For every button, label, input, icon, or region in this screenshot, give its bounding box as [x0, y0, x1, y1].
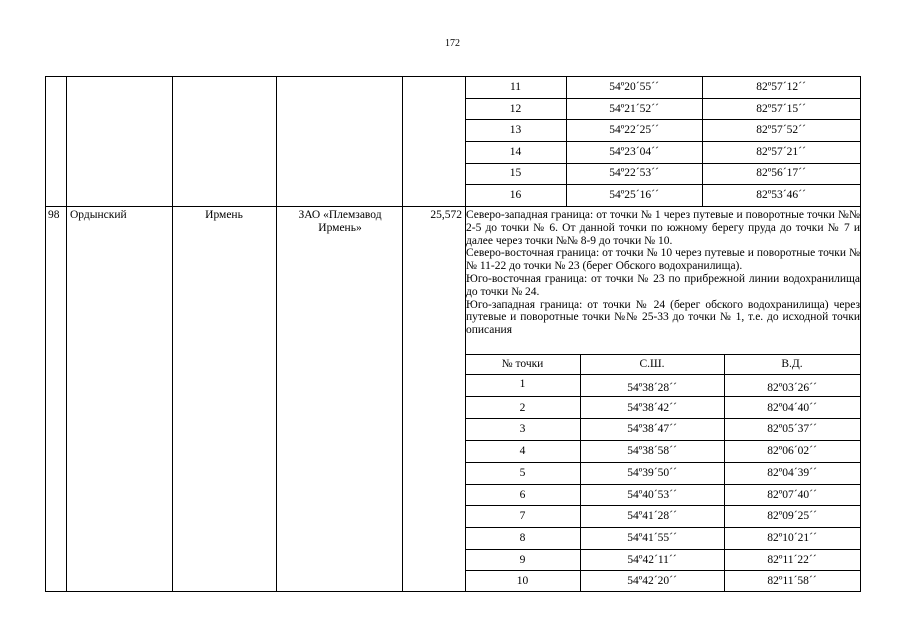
point-number: 16: [509, 189, 522, 201]
latitude: 54º38´47´´: [627, 423, 677, 435]
description-paragraph: Юго-восточная граница: от точки № 23 по прибрежной линии водохранилища до точки № 24.: [466, 272, 860, 298]
longitude: 82º04´40´´: [767, 402, 817, 414]
longitude: 82º57´12´´: [756, 81, 806, 93]
point-number: 9: [519, 554, 526, 566]
point-number: 14: [509, 146, 522, 158]
page-number: 172: [445, 38, 460, 49]
longitude: 82º57´21´´: [756, 146, 806, 158]
latitude: 54º42´20´´: [627, 575, 677, 587]
longitude: 82º03´26´´: [767, 382, 817, 394]
latitude: 54º22´53´´: [609, 167, 659, 179]
longitude: 82º11´22´´: [767, 554, 817, 566]
row-divider: [465, 440, 861, 441]
point-number: 1: [519, 378, 526, 390]
row-divider: [465, 505, 861, 506]
latitude: 54º41´55´´: [627, 532, 677, 544]
point-number: 6: [519, 489, 526, 501]
col-divider: [276, 76, 277, 592]
longitude: 82º57´52´´: [756, 124, 806, 136]
row-divider: [465, 98, 861, 99]
row-divider: [465, 119, 861, 120]
point-number: 10: [516, 575, 529, 587]
header-point: № точки: [501, 358, 544, 370]
col-divider: [402, 76, 403, 592]
district: Ордынский: [70, 209, 127, 221]
point-number: 13: [509, 124, 522, 136]
row-divider: [465, 527, 861, 528]
point-number: 15: [509, 167, 522, 179]
description-paragraph: Северо-восточная граница: от точки № 10 через путевые и поворотные точки №№ 11-22 до точки № 23 (берег Обского водохранилища).: [466, 247, 860, 273]
description-paragraph: Северо-западная граница: от точки № 1 через путевые и поворотные точки №№ 2-5 до точки № 6. От данной точки по южному берегу пруда до точки № 7 и далее через точки №№ 8-9 до точки № 10.: [466, 209, 860, 247]
row-divider: [465, 462, 861, 463]
longitude: 82º05´37´´: [767, 423, 817, 435]
header-lon: В.Д.: [781, 358, 803, 370]
col-divider: [172, 76, 173, 592]
latitude: 54º38´42´´: [627, 402, 677, 414]
locality: Ирмень: [205, 209, 243, 221]
header-lat: С.Ш.: [639, 358, 665, 370]
area: 25,572: [430, 209, 462, 221]
row-divider: [465, 549, 861, 550]
col-divider: [66, 76, 67, 592]
longitude: 82º57´15´´: [756, 103, 806, 115]
latitude: 54º20´55´´: [609, 81, 659, 93]
longitude: 82º06´02´´: [767, 445, 817, 457]
point-number: 3: [519, 423, 526, 435]
latitude: 54º38´58´´: [627, 445, 677, 457]
description-paragraph: Юго-западная граница: от точки № 24 (берег обского водохранилища) через путевые и поворотные точки №№ 25-33 до точки № 1, т.е. до исходной точки описания: [466, 298, 860, 337]
table-right-border: [860, 76, 861, 592]
point-number: 7: [519, 510, 526, 522]
owner: ЗАО «Племзавод Ирмень»: [298, 209, 382, 234]
coord-header-top: [465, 354, 861, 355]
longitude: 82º53´46´´: [756, 189, 806, 201]
point-number: 4: [519, 445, 526, 457]
record-index: 98: [48, 209, 60, 221]
record-divider: [45, 206, 861, 207]
table-left-border: [45, 76, 46, 592]
longitude: 82º11´58´´: [767, 575, 817, 587]
latitude: 54º21´52´´: [609, 103, 659, 115]
row-divider: [465, 484, 861, 485]
latitude: 54º25´16´´: [609, 189, 659, 201]
point-number: 8: [519, 532, 526, 544]
table-top-border: [45, 76, 861, 77]
latitude: 54º23´04´´: [609, 146, 659, 158]
row-divider: [465, 396, 861, 397]
longitude: 82º09´25´´: [767, 510, 817, 522]
row-divider: [465, 418, 861, 419]
territory-table: [45, 76, 861, 592]
point-number: 5: [519, 467, 526, 479]
longitude: 82º04´39´´: [767, 467, 817, 479]
point-number: 11: [509, 81, 522, 93]
table-bottom-border: [45, 591, 861, 592]
longitude: 82º10´21´´: [767, 532, 817, 544]
longitude: 82º56´17´´: [756, 167, 806, 179]
longitude: 82º07´40´´: [767, 489, 817, 501]
row-divider: [465, 163, 861, 164]
latitude: 54º39´50´´: [627, 467, 677, 479]
row-divider: [465, 184, 861, 185]
latitude: 54º40´53´´: [627, 489, 677, 501]
point-number: 2: [519, 402, 526, 414]
point-number: 12: [509, 103, 522, 115]
boundary-description: [466, 209, 860, 337]
latitude: 54º41´28´´: [627, 510, 677, 522]
row-divider: [465, 570, 861, 571]
latitude: 54º22´25´´: [609, 124, 659, 136]
latitude: 54º42´11´´: [627, 554, 677, 566]
row-divider: [465, 141, 861, 142]
latitude: 54º38´28´´: [627, 382, 677, 394]
row-divider: [465, 374, 861, 375]
